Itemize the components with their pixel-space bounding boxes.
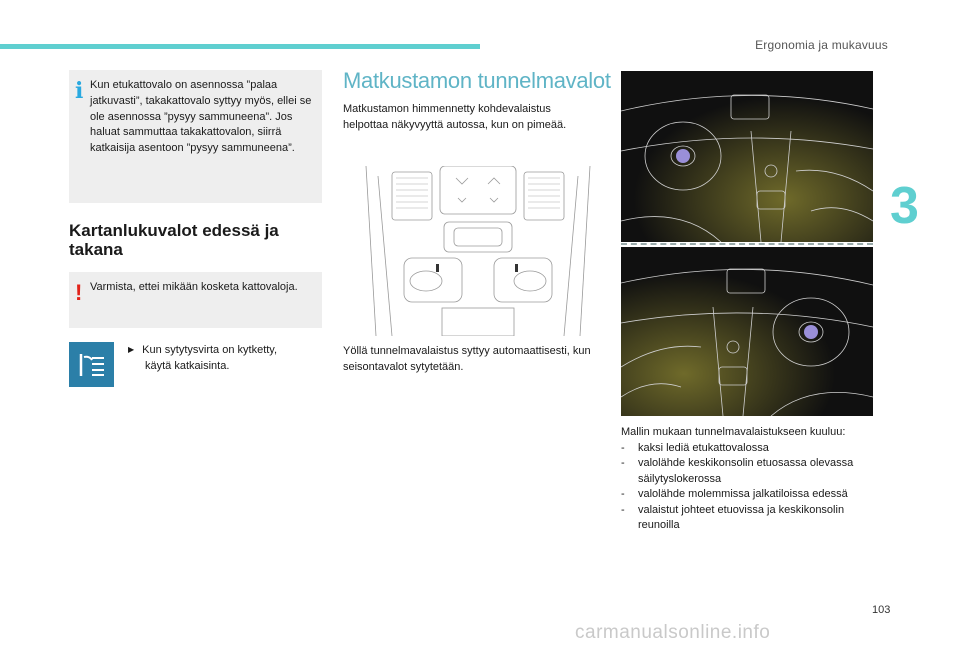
step-bullet-icon: ▶ xyxy=(128,345,135,354)
photo-separator xyxy=(621,243,873,245)
warning-note xyxy=(69,272,322,328)
ambient-feature-list xyxy=(621,425,883,534)
page-number: 103 xyxy=(872,604,891,616)
interior-photo-lhd xyxy=(621,71,873,242)
ambient-intro: Matkustamon himmennetty kohdevalaistus helpottaa näkyvyyttä autossa, kun on pimeää. xyxy=(343,103,567,131)
ambient-heading: Matkustamon tunnelmavalot xyxy=(343,68,611,93)
info-note xyxy=(69,70,322,203)
chapter-number: 3 xyxy=(890,177,919,235)
manual-reference-icon xyxy=(69,342,114,387)
list-item: - valaistut johteet etuovissa ja keskikonsolin reunoilla xyxy=(621,503,883,534)
info-icon: i xyxy=(75,78,84,104)
interior-photo-rhd xyxy=(621,247,873,416)
info-note-text: Kun etukattovalo on asennossa ”palaa jatkuvasti”, takakattovalo syttyy myös, ellei se ole asennossa ”pysyy sammuneena”. Jos haluat sammuttaa takakattovalon, siirrä katkaisija asentoon ”pysyy sammuneena”. xyxy=(90,79,312,155)
ambient-night-text: Yöllä tunnelmavalaistus syttyy automaattisesti, kun seisontavalot sytytetään. xyxy=(343,345,591,373)
section-title: Ergonomia ja mukavuus xyxy=(755,38,888,52)
list-intro: Mallin mukaan tunnelmavalaistukseen kuuluu: xyxy=(621,426,846,438)
watermark: carmanualsonline.info xyxy=(575,622,771,643)
step-line-1: Kun sytytysvirta on kytketty, xyxy=(142,344,278,356)
warning-icon: ! xyxy=(75,280,83,305)
list-item: - kaksi lediä etukattovalossa xyxy=(621,441,883,457)
warning-note-text: Varmista, ettei mikään kosketa kattovaloja. xyxy=(90,281,298,293)
map-lights-heading: Kartanlukuvalot edessä ja takana xyxy=(69,221,279,259)
top-accent-bar xyxy=(0,44,480,49)
step-instruction xyxy=(128,342,318,374)
ceiling-light-drawing xyxy=(358,166,598,336)
list-item: - valolähde molemmissa jalkatiloissa edessä xyxy=(621,487,883,503)
step-line-2: käytä katkaisinta. xyxy=(145,359,230,372)
list-item: - valolähde keskikonsolin etuosassa olevassa säilytyslokerossa xyxy=(621,456,883,487)
